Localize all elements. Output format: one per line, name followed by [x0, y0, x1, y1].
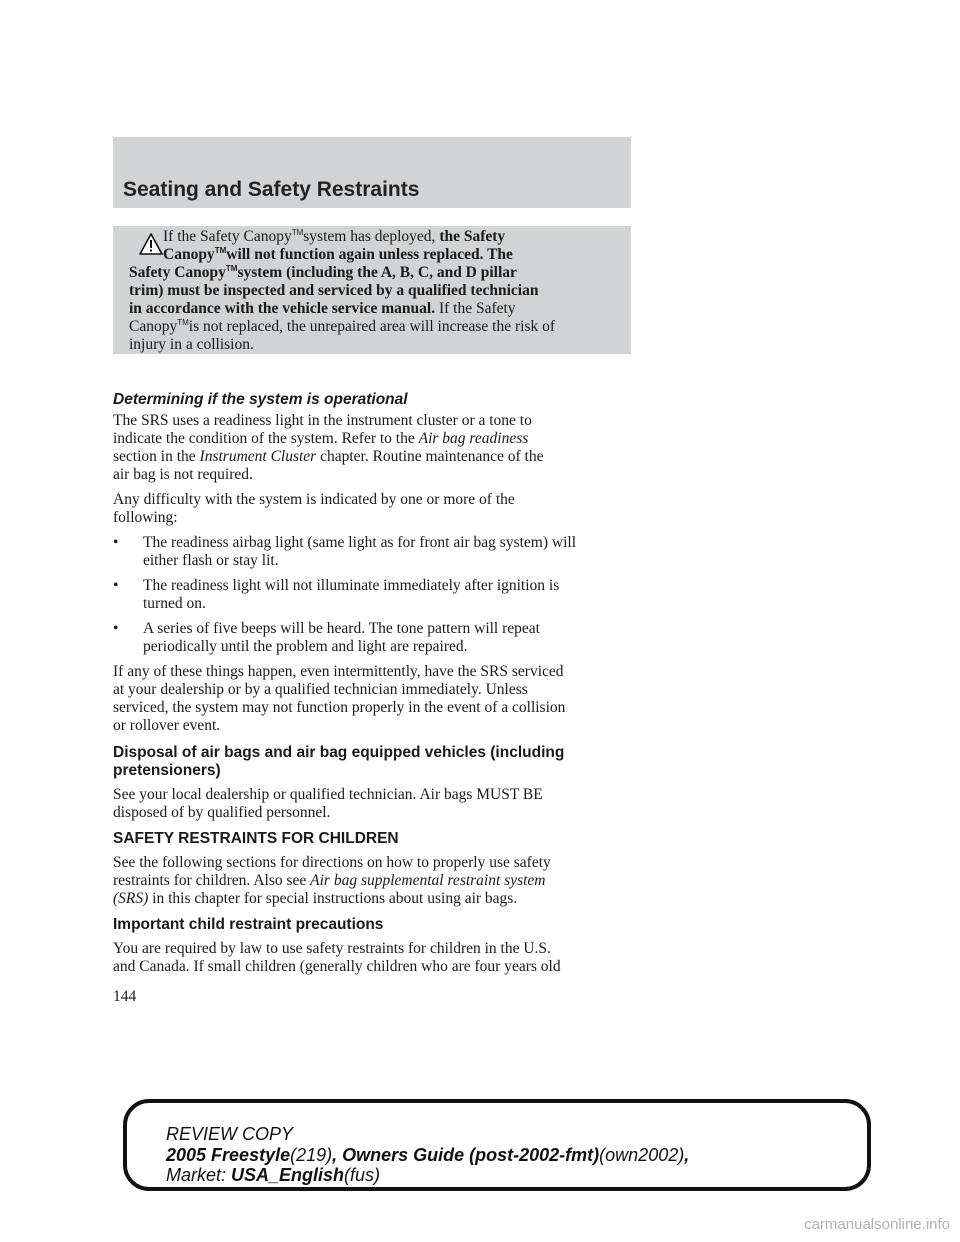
- bullet-marker: •: [113, 577, 119, 594]
- warning-line: injury in a collision.: [129, 336, 254, 353]
- paragraph-line: section in the Instrument Cluster chapter. Routine maintenance of the: [113, 448, 544, 465]
- subheading-disposal: pretensioners): [113, 762, 221, 779]
- paragraph-line: (SRS) in this chapter for special instructions about using air bags.: [113, 890, 518, 907]
- page-number: 144: [113, 988, 137, 1005]
- warning-line: Canopy™is not replaced, the unrepaired area will increase the risk of: [129, 317, 556, 335]
- paragraph-line: The SRS uses a readiness light in the instrument cluster or a tone to: [113, 412, 532, 429]
- paragraph-line: air bag is not required.: [113, 466, 253, 483]
- paragraph-line: restraints for children. Also see Air bag supplemental restraint system: [113, 872, 546, 889]
- list-item: either flash or stay lit.: [143, 552, 279, 569]
- watermark: carmanualsonline.info: [804, 1216, 950, 1233]
- subheading-precautions: Important child restraint precautions: [113, 916, 384, 933]
- paragraph-line: following:: [113, 509, 178, 526]
- list-item: turned on.: [143, 595, 206, 612]
- footer-review-copy: REVIEW COPY: [166, 1124, 294, 1144]
- list-item: periodically until the problem and light are repaired.: [143, 638, 468, 655]
- list-item: The readiness airbag light (same light as for front air bag system) will: [143, 534, 577, 551]
- warning-triangle-icon: [139, 233, 163, 255]
- paragraph-line: Any difficulty with the system is indicated by one or more of the: [113, 491, 515, 508]
- paragraph-line: and Canada. If small children (generally children who are four years old: [113, 958, 561, 975]
- paragraph-line: See your local dealership or qualified technician. Air bags MUST BE: [113, 786, 543, 803]
- subheading-children: SAFETY RESTRAINTS FOR CHILDREN: [113, 830, 399, 847]
- warning-line: trim) must be inspected and serviced by a qualified technician: [129, 282, 539, 299]
- warning-line: Canopy™will not function again unless replaced. The: [163, 245, 513, 263]
- warning-line: Safety Canopy™system (including the A, B, C, and D pillar: [129, 263, 517, 281]
- paragraph-line: If any of these things happen, even intermittently, have the SRS serviced: [113, 663, 564, 680]
- bullet-marker: •: [113, 534, 119, 551]
- list-item: The readiness light will not illuminate immediately after ignition is: [143, 577, 560, 594]
- paragraph-line: or rollover event.: [113, 717, 221, 734]
- list-item: A series of five beeps will be heard. The tone pattern will repeat: [143, 620, 540, 637]
- paragraph-line: disposed of by qualified personnel.: [113, 804, 331, 821]
- footer-vehicle-line: 2005 Freestyle(219), Owners Guide (post-2002-fmt)(own2002),: [166, 1145, 690, 1165]
- warning-line: in accordance with the vehicle service manual. If the Safety: [129, 300, 516, 317]
- paragraph-line: See the following sections for directions on how to properly use safety: [113, 854, 551, 871]
- paragraph-line: at your dealership or by a qualified technician immediately. Unless: [113, 681, 528, 698]
- paragraph-line: serviced, the system may not function properly in the event of a collision: [113, 699, 566, 716]
- paragraph-line: indicate the condition of the system. Refer to the Air bag readiness: [113, 430, 529, 447]
- bullet-marker: •: [113, 620, 119, 637]
- subheading-operational: Determining if the system is operational: [113, 391, 408, 408]
- footer-market-line: Market: USA_English(fus): [166, 1165, 381, 1185]
- subheading-disposal: Disposal of air bags and air bag equipped vehicles (including: [113, 744, 565, 761]
- section-title: Seating and Safety Restraints: [123, 178, 420, 201]
- paragraph-line: You are required by law to use safety restraints for children in the U.S.: [113, 940, 551, 957]
- warning-line: If the Safety Canopy™system has deployed, the Safety: [163, 227, 506, 245]
